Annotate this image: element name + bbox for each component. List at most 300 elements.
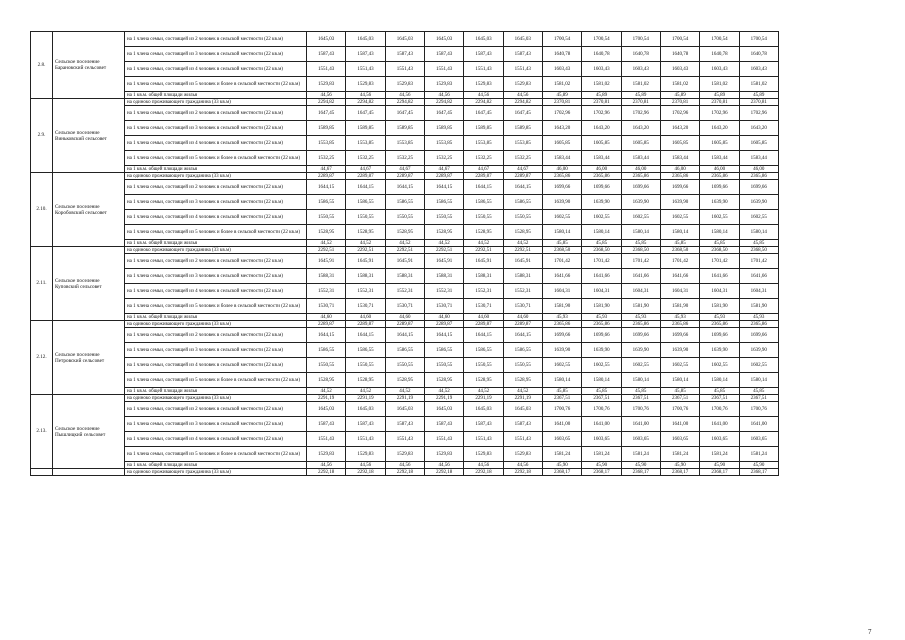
value-cell: 1602,55 [621, 210, 660, 225]
value-cell: 1529,83 [346, 447, 385, 462]
value-cell: 1550,55 [307, 210, 346, 225]
value-cell: 1581,02 [739, 77, 778, 92]
value-cell: 1700,54 [621, 32, 660, 47]
value-cell: 1581,02 [621, 77, 660, 92]
value-cell: 1639,90 [621, 343, 660, 358]
value-cell: 1581,90 [739, 299, 778, 314]
value-cell: 1640,78 [582, 47, 621, 62]
value-cell: 1580,14 [700, 373, 739, 388]
value-cell: 1551,43 [503, 432, 542, 447]
value-cell: 1581,24 [739, 447, 778, 462]
row-description: на 1 члена семьи, состоящей из 3 человек в сельской местности (22 кв.м) [125, 343, 307, 358]
value-cell: 1529,83 [307, 77, 346, 92]
value-cell: 2292,18 [503, 469, 542, 476]
value-cell: 2365,86 [621, 321, 660, 328]
value-cell: 1641,66 [739, 269, 778, 284]
value-cell: 45,85 [582, 240, 621, 247]
table-row [31, 136, 779, 151]
value-cell: 45,93 [660, 314, 699, 321]
value-cell: 1701,42 [542, 254, 581, 269]
page-number: 7 [868, 628, 872, 636]
value-cell: 1553,85 [503, 136, 542, 151]
value-cell: 1550,55 [464, 210, 503, 225]
value-cell: 2289,87 [307, 321, 346, 328]
value-cell: 1702,96 [542, 106, 581, 121]
table-row [31, 180, 779, 195]
value-cell: 2289,87 [346, 173, 385, 180]
value-cell: 1551,43 [307, 432, 346, 447]
value-cell: 45,90 [660, 462, 699, 469]
value-cell: 1587,43 [464, 417, 503, 432]
value-cell: 45,85 [621, 240, 660, 247]
value-cell: 46,00 [739, 166, 778, 173]
table-row [31, 417, 779, 432]
value-cell: 1640,78 [660, 47, 699, 62]
value-cell: 1528,95 [503, 225, 542, 240]
value-cell: 1529,83 [307, 447, 346, 462]
value-cell: 1532,25 [346, 151, 385, 166]
value-cell: 44,52 [464, 388, 503, 395]
value-cell: 44,52 [464, 240, 503, 247]
group-number: 2.12. [31, 321, 53, 395]
row-description: на одиноко проживающего гражданина (33 кв.м) [125, 395, 307, 402]
row-description: на 1 члена семьи, состоящей из 3 человек в сельской местности (22 кв.м) [125, 417, 307, 432]
value-cell: 45,90 [621, 462, 660, 469]
value-cell: 1532,25 [307, 151, 346, 166]
value-cell: 1604,31 [542, 284, 581, 299]
row-description: на одиноко проживающего гражданина (33 кв.м) [125, 469, 307, 476]
value-cell: 1645,03 [464, 402, 503, 417]
value-cell: 1580,14 [700, 225, 739, 240]
value-cell: 44,52 [503, 388, 542, 395]
value-cell: 1580,14 [542, 373, 581, 388]
value-cell: 1528,95 [346, 373, 385, 388]
value-cell: 1553,85 [424, 136, 463, 151]
value-cell: 2367,51 [542, 395, 581, 402]
row-description: на одиноко проживающего гражданина (33 кв.м) [125, 99, 307, 106]
value-cell: 1641,66 [542, 269, 581, 284]
value-cell: 1699,66 [621, 328, 660, 343]
value-cell: 1604,31 [700, 284, 739, 299]
value-cell: 1550,55 [346, 358, 385, 373]
value-cell: 1550,55 [385, 210, 424, 225]
table-row [31, 269, 779, 284]
value-cell: 1530,71 [346, 299, 385, 314]
table-row [31, 47, 779, 62]
value-cell: 1550,55 [346, 210, 385, 225]
value-cell: 1645,03 [424, 402, 463, 417]
value-cell: 44,60 [346, 314, 385, 321]
value-cell: 1551,43 [307, 62, 346, 77]
table-row [31, 447, 779, 462]
value-cell: 1586,55 [424, 343, 463, 358]
table-row [31, 210, 779, 225]
value-cell: 2370,81 [582, 99, 621, 106]
value-cell: 1583,44 [542, 151, 581, 166]
table-row [31, 462, 779, 469]
value-cell: 2291,19 [424, 395, 463, 402]
value-cell: 44,67 [307, 166, 346, 173]
value-cell: 44,56 [464, 462, 503, 469]
value-cell: 46,00 [582, 166, 621, 173]
value-cell: 1602,55 [582, 210, 621, 225]
value-cell: 44,52 [385, 240, 424, 247]
row-description: на 1 члена семьи, состоящей из 5 человек и более в сельской местности (22 кв.м) [125, 225, 307, 240]
value-cell: 2367,51 [739, 395, 778, 402]
value-cell: 1604,31 [621, 284, 660, 299]
value-cell: 1641,00 [621, 417, 660, 432]
value-cell: 1589,85 [346, 121, 385, 136]
value-cell: 1603,65 [582, 432, 621, 447]
row-description: на 1 члена семьи, состоящей из 5 человек и более в сельской местности (22 кв.м) [125, 373, 307, 388]
value-cell: 1645,03 [307, 32, 346, 47]
value-cell: 1528,95 [424, 373, 463, 388]
value-cell: 46,00 [542, 166, 581, 173]
value-cell: 45,89 [621, 92, 660, 99]
value-cell: 45,85 [542, 388, 581, 395]
value-cell: 1602,55 [582, 358, 621, 373]
value-cell: 45,85 [739, 388, 778, 395]
value-cell: 1604,31 [660, 284, 699, 299]
value-cell: 1644,15 [424, 180, 463, 195]
settlement-name: Сельское поселение Куповский сельсовет [53, 247, 125, 321]
table-row [31, 373, 779, 388]
table-row [31, 166, 779, 173]
value-cell: 1644,15 [346, 180, 385, 195]
value-cell: 1639,90 [542, 343, 581, 358]
value-cell: 1639,90 [739, 343, 778, 358]
value-cell: 1602,55 [700, 210, 739, 225]
value-cell: 1644,15 [385, 328, 424, 343]
value-cell: 1528,95 [464, 225, 503, 240]
table-row [31, 358, 779, 373]
table-row [31, 99, 779, 106]
value-cell: 1645,03 [385, 402, 424, 417]
value-cell: 2292,51 [307, 247, 346, 254]
value-cell: 1640,78 [542, 47, 581, 62]
value-cell: 1583,44 [621, 151, 660, 166]
value-cell: 1605,85 [582, 136, 621, 151]
value-cell: 45,90 [739, 462, 778, 469]
value-cell: 1529,83 [424, 77, 463, 92]
value-cell: 2368,17 [660, 469, 699, 476]
value-cell: 2289,87 [385, 173, 424, 180]
value-cell: 1602,55 [739, 210, 778, 225]
value-cell: 1528,95 [503, 373, 542, 388]
value-cell: 1583,44 [660, 151, 699, 166]
value-cell: 2291,19 [385, 395, 424, 402]
value-cell: 2370,81 [700, 99, 739, 106]
value-cell: 1529,83 [385, 447, 424, 462]
value-cell: 1647,45 [424, 106, 463, 121]
value-cell: 1581,24 [700, 447, 739, 462]
table-row [31, 247, 779, 254]
value-cell: 1580,14 [621, 225, 660, 240]
table-row [31, 106, 779, 121]
value-cell: 2292,51 [424, 247, 463, 254]
row-description: на 1 члена семьи, состоящей из 4 человек в сельской местности (22 кв.м) [125, 284, 307, 299]
value-cell: 1580,14 [660, 225, 699, 240]
value-cell: 1603,65 [660, 432, 699, 447]
value-cell: 1645,03 [385, 32, 424, 47]
value-cell: 1587,43 [424, 417, 463, 432]
value-cell: 1701,42 [660, 254, 699, 269]
value-cell: 1645,03 [464, 32, 503, 47]
value-cell: 1699,66 [660, 328, 699, 343]
value-cell: 44,56 [464, 92, 503, 99]
value-cell: 1602,55 [621, 358, 660, 373]
value-cell: 1647,45 [503, 106, 542, 121]
value-cell: 1640,78 [700, 47, 739, 62]
value-cell: 1699,66 [621, 180, 660, 195]
value-cell: 1551,43 [346, 62, 385, 77]
value-cell: 1530,71 [385, 299, 424, 314]
table-row [31, 121, 779, 136]
value-cell: 2370,81 [621, 99, 660, 106]
value-cell: 1700,76 [739, 402, 778, 417]
row-description: на 1 члена семьи, состоящей из 2 человек в сельской местности (22 кв.м) [125, 402, 307, 417]
value-cell: 1644,15 [424, 328, 463, 343]
value-cell: 1645,91 [307, 254, 346, 269]
value-cell: 1528,95 [385, 225, 424, 240]
value-cell: 2292,51 [346, 247, 385, 254]
value-cell: 1602,55 [542, 210, 581, 225]
value-cell: 1550,55 [503, 210, 542, 225]
value-cell: 1699,66 [700, 180, 739, 195]
value-cell: 1529,83 [464, 77, 503, 92]
value-cell: 1702,96 [582, 106, 621, 121]
value-cell: 2365,86 [660, 173, 699, 180]
value-cell: 1700,54 [700, 32, 739, 47]
value-cell: 1532,25 [424, 151, 463, 166]
value-cell: 1580,14 [739, 373, 778, 388]
value-cell: 2368,50 [621, 247, 660, 254]
value-cell: 1550,55 [307, 358, 346, 373]
value-cell: 1699,66 [582, 180, 621, 195]
value-cell: 2292,18 [346, 469, 385, 476]
table-row [31, 240, 779, 247]
value-cell: 1644,15 [307, 328, 346, 343]
value-cell: 1605,85 [621, 136, 660, 151]
value-cell: 1581,02 [582, 77, 621, 92]
value-cell: 1645,91 [385, 254, 424, 269]
value-cell: 1644,15 [346, 328, 385, 343]
value-cell: 1641,00 [660, 417, 699, 432]
value-cell: 2292,18 [385, 469, 424, 476]
value-cell: 1645,91 [346, 254, 385, 269]
value-cell: 1647,45 [307, 106, 346, 121]
table-row [31, 469, 779, 476]
value-cell: 1701,42 [700, 254, 739, 269]
value-cell: 1700,76 [542, 402, 581, 417]
value-cell: 1700,54 [660, 32, 699, 47]
value-cell: 2289,87 [346, 321, 385, 328]
value-cell: 44,52 [346, 240, 385, 247]
group-number: 2.9. [31, 99, 53, 173]
value-cell: 1529,83 [385, 77, 424, 92]
value-cell: 1581,02 [660, 77, 699, 92]
value-cell: 1603,43 [739, 62, 778, 77]
value-cell: 2294,82 [346, 99, 385, 106]
value-cell: 1603,65 [739, 432, 778, 447]
value-cell: 1603,43 [621, 62, 660, 77]
value-cell: 2294,82 [385, 99, 424, 106]
table-row [31, 343, 779, 358]
value-cell: 2368,50 [542, 247, 581, 254]
value-cell: 1553,85 [464, 136, 503, 151]
value-cell: 1643,20 [700, 121, 739, 136]
value-cell: 2292,18 [464, 469, 503, 476]
value-cell: 1586,55 [464, 195, 503, 210]
value-cell: 1580,14 [542, 225, 581, 240]
table-row [31, 314, 779, 321]
value-cell: 1643,20 [582, 121, 621, 136]
row-description: на 1 члена семьи, состоящей из 2 человек в сельской местности (22 кв.м) [125, 180, 307, 195]
value-cell: 1647,45 [385, 106, 424, 121]
value-cell: 1699,66 [660, 180, 699, 195]
table-row [31, 151, 779, 166]
value-cell: 1700,54 [739, 32, 778, 47]
value-cell: 44,60 [307, 314, 346, 321]
row-description: на 1 члена семьи, состоящей из 2 человек в сельской местности (22 кв.м) [125, 32, 307, 47]
value-cell: 2365,86 [700, 321, 739, 328]
settlement-name: Сельское поселение Петровский сельсовет [53, 321, 125, 395]
value-cell: 1603,43 [542, 62, 581, 77]
value-cell: 1529,83 [464, 447, 503, 462]
value-cell: 1640,78 [739, 47, 778, 62]
value-cell: 2292,51 [385, 247, 424, 254]
value-cell: 2365,86 [582, 173, 621, 180]
value-cell: 1641,66 [582, 269, 621, 284]
value-cell: 2289,87 [385, 321, 424, 328]
value-cell: 1701,42 [621, 254, 660, 269]
value-cell: 1700,76 [660, 402, 699, 417]
value-cell: 1532,25 [385, 151, 424, 166]
value-cell: 1553,85 [385, 136, 424, 151]
value-cell: 45,93 [542, 314, 581, 321]
value-cell: 44,60 [503, 314, 542, 321]
table-row [31, 388, 779, 395]
value-cell: 1639,90 [739, 195, 778, 210]
value-cell: 45,85 [621, 388, 660, 395]
value-cell: 45,85 [582, 388, 621, 395]
value-cell: 1550,55 [503, 358, 542, 373]
value-cell: 45,93 [621, 314, 660, 321]
table-row [31, 173, 779, 180]
value-cell: 1551,43 [385, 432, 424, 447]
value-cell: 1645,91 [503, 254, 542, 269]
value-cell: 44,67 [424, 166, 463, 173]
value-cell: 1702,96 [621, 106, 660, 121]
value-cell: 2289,87 [424, 321, 463, 328]
value-cell: 1589,85 [307, 121, 346, 136]
value-cell: 2291,19 [503, 395, 542, 402]
value-cell: 1700,54 [582, 32, 621, 47]
value-cell: 2294,82 [424, 99, 463, 106]
value-cell: 1550,55 [424, 210, 463, 225]
value-cell: 1702,96 [739, 106, 778, 121]
value-cell: 1701,42 [739, 254, 778, 269]
row-description: на 1 кв.м. общей площади жилья [125, 388, 307, 395]
group-number: 2.8. [31, 32, 53, 99]
value-cell: 1603,43 [700, 62, 739, 77]
value-cell: 1586,55 [503, 195, 542, 210]
value-cell: 1588,31 [503, 269, 542, 284]
row-description: на 1 члена семьи, состоящей из 4 человек в сельской местности (22 кв.м) [125, 432, 307, 447]
value-cell: 1645,03 [424, 32, 463, 47]
value-cell: 1587,43 [346, 417, 385, 432]
table-row [31, 195, 779, 210]
value-cell: 2367,51 [621, 395, 660, 402]
row-description: на 1 кв.м. общей площади жилья [125, 166, 307, 173]
value-cell: 44,52 [307, 240, 346, 247]
table-row [31, 284, 779, 299]
value-cell: 1645,03 [346, 402, 385, 417]
value-cell: 46,00 [660, 166, 699, 173]
table-row [31, 225, 779, 240]
value-cell: 2368,17 [542, 469, 581, 476]
value-cell: 1645,91 [464, 254, 503, 269]
value-cell: 1641,00 [582, 417, 621, 432]
table-row [31, 402, 779, 417]
row-description: на одиноко проживающего гражданина (33 кв.м) [125, 321, 307, 328]
value-cell: 1589,85 [464, 121, 503, 136]
value-cell: 2370,81 [660, 99, 699, 106]
value-cell: 2294,82 [503, 99, 542, 106]
value-cell: 2292,18 [424, 469, 463, 476]
value-cell: 1589,85 [385, 121, 424, 136]
value-cell: 44,67 [385, 166, 424, 173]
value-cell: 1529,83 [503, 77, 542, 92]
value-cell: 1702,96 [700, 106, 739, 121]
row-description: на 1 члена семьи, состоящей из 4 человек в сельской местности (22 кв.м) [125, 358, 307, 373]
value-cell: 1639,90 [700, 343, 739, 358]
group-number: 2.11. [31, 247, 53, 321]
value-cell: 46,00 [700, 166, 739, 173]
value-cell: 1581,90 [660, 299, 699, 314]
value-cell: 45,85 [739, 240, 778, 247]
value-cell: 44,60 [464, 314, 503, 321]
value-cell: 1586,55 [385, 195, 424, 210]
value-cell: 45,85 [700, 388, 739, 395]
value-cell: 1580,14 [582, 373, 621, 388]
value-cell: 45,93 [582, 314, 621, 321]
row-description: на 1 члена семьи, состоящей из 3 человек в сельской местности (22 кв.м) [125, 195, 307, 210]
value-cell: 2289,87 [503, 321, 542, 328]
value-cell: 2291,19 [464, 395, 503, 402]
value-cell: 1699,66 [542, 180, 581, 195]
value-cell: 1551,43 [464, 62, 503, 77]
value-cell: 46,00 [621, 166, 660, 173]
value-cell: 1587,43 [464, 47, 503, 62]
value-cell: 1644,15 [464, 328, 503, 343]
value-cell: 1643,20 [739, 121, 778, 136]
value-cell: 1701,42 [582, 254, 621, 269]
value-cell: 1528,95 [424, 225, 463, 240]
value-cell: 44,56 [424, 92, 463, 99]
value-cell: 2289,87 [464, 173, 503, 180]
settlement-name [53, 469, 125, 476]
value-cell: 1587,43 [307, 47, 346, 62]
value-cell: 2365,86 [542, 173, 581, 180]
value-cell: 1644,15 [503, 180, 542, 195]
row-description: на 1 члена семьи, состоящей из 3 человек в сельской местности (22 кв.м) [125, 121, 307, 136]
value-cell: 1552,31 [346, 284, 385, 299]
value-cell: 1586,55 [346, 195, 385, 210]
value-cell: 2292,51 [503, 247, 542, 254]
value-cell: 1699,66 [739, 180, 778, 195]
row-description: на одиноко проживающего гражданина (33 кв.м) [125, 247, 307, 254]
